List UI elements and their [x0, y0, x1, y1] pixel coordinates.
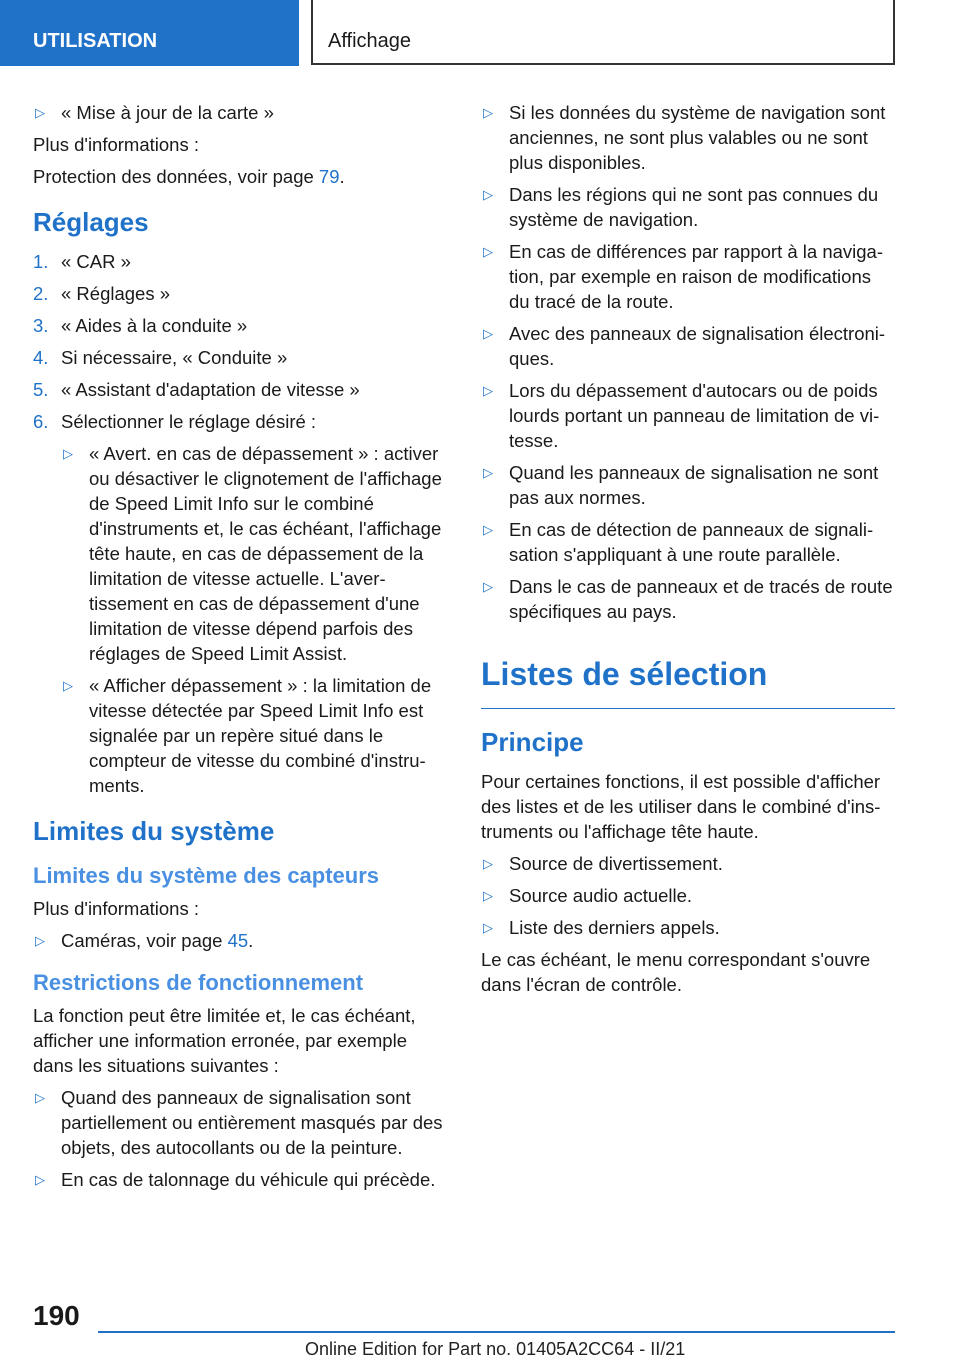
- step-item: 6. Sélectionner le réglage désiré : ▷ « Avert. en cas de dépassement » : activer ou désactiver le clignotement de l'affichage de Speed Limit Info sur le combiné d'instruments et, le cas échéant, l'affichage tête haute, en cas de dépassement de la limitation de vitesse actuelle. L'avertissement en cas de dépassement d'une limitation de vitesse dépend parfois des réglages de Speed Limit Assist. ▷ « Afficher dépassement » : la limitation de vitesse détectée par Speed Limit Info est signalée par un repère situé dans le compteur de vitesse du combiné d'instruments.: [33, 409, 451, 798]
- list-item: ▷ Quand des panneaux de signalisation sont partiellement ou entièrement masqués par des objets, des autocollants ou de la peinture.: [35, 1087, 443, 1158]
- settings-steps: [33, 249, 451, 798]
- chapter-header: [311, 0, 895, 65]
- list-item: ▷ Liste des derniers appels.: [483, 917, 720, 938]
- triangle-bullet-icon: ▷: [483, 244, 493, 259]
- list-item: ▷ En cas de talonnage du véhicule qui précède.: [35, 1169, 436, 1190]
- triangle-bullet-icon: ▷: [35, 933, 45, 948]
- list-item: ▷ Si les données du système de navigation sont anciennes, ne sont plus valables ou ne sont plus disponibles.: [483, 102, 886, 173]
- list-item: ▷ « Afficher dépassement » : la limitation de vitesse détectée par Speed Limit Info est signalée par un repère situé dans le compteur de vitesse du combiné d'instruments.: [63, 675, 432, 796]
- triangle-bullet-icon: ▷: [35, 1090, 45, 1105]
- triangle-bullet-icon: ▷: [63, 446, 73, 461]
- triangle-bullet-icon: ▷: [63, 678, 73, 693]
- list-item: ▷ Quand les panneaux de signalisation ne sont pas aux normes.: [483, 462, 879, 508]
- step-item: 1. « CAR »: [33, 251, 131, 272]
- triangle-bullet-icon: ▷: [483, 856, 493, 871]
- restrictions-intro: La fonction peut être limitée et, le cas échéant, afficher une information erronée, par exemple dans les situations suivantes :: [33, 1005, 416, 1076]
- principle-text: Pour certaines fonctions, il est possible d'afficher des listes et de les utiliser dans le combiné d'instruments ou l'affichage tête haute.: [481, 771, 881, 842]
- sensor-info-label: Plus d'informations :: [33, 898, 199, 919]
- section-tab: [0, 0, 299, 66]
- triangle-bullet-icon: ▷: [483, 888, 493, 903]
- list-item: ▷ « Avert. en cas de dépassement » : activer ou désactiver le clignotement de l'affichage de Speed Limit Info sur le combiné d'instruments et, le cas échéant, l'affichage tête haute, en cas de dépassement de la limitation de vitesse actuelle. L'avertissement en cas de dépassement d'une limitation de vitesse dépend parfois des réglages de Speed Limit Assist.: [63, 443, 442, 664]
- option-list: [61, 441, 451, 798]
- page-number: 190: [33, 1300, 80, 1331]
- right-column: [481, 100, 895, 1004]
- triangle-bullet-icon: ▷: [35, 105, 45, 120]
- triangle-bullet-icon: ▷: [483, 326, 493, 341]
- list-item: ▷ Lors du dépassement d'autocars ou de poids lourds portant un panneau de limitation de vitesse.: [483, 380, 880, 451]
- page-link-45[interactable]: 45: [227, 930, 249, 951]
- list-item: ▷ Dans le cas de panneaux et de tracés de route spécifiques au pays.: [483, 576, 893, 622]
- principle-heading: Principe: [481, 727, 584, 757]
- intro-list: [33, 100, 451, 125]
- settings-heading: Réglages: [33, 207, 149, 237]
- left-column: [33, 100, 451, 1199]
- step-item: 5. « Assistant d'adaptation de vitesse »: [33, 379, 360, 400]
- limits-heading: Limites du système: [33, 816, 275, 846]
- list-item: ▷ Avec des panneaux de signalisation électroniques.: [483, 323, 886, 369]
- restrictions-list-continued: [481, 100, 895, 624]
- list-item: ▷ Source audio actuelle.: [483, 885, 693, 906]
- page-link-79[interactable]: 79: [318, 166, 340, 187]
- triangle-bullet-icon: ▷: [483, 105, 493, 120]
- restrictions-heading: Restrictions de fonctionnement: [33, 970, 364, 995]
- edition-footer: Online Edition for Part no. 01405A2CC64 - II/21: [305, 1339, 686, 1359]
- restrictions-list: [33, 1085, 451, 1192]
- step-item: 3. « Aides à la conduite »: [33, 315, 248, 336]
- triangle-bullet-icon: ▷: [483, 522, 493, 537]
- list-item: ▷ Source de divertissement.: [483, 853, 723, 874]
- list-item: ▷ En cas de détection de panneaux de signalisation s'appliquant à une route parallèle.: [483, 519, 874, 565]
- section-label: UTILISATION: [33, 30, 158, 52]
- list-item: ▷ « Mise à jour de la carte »: [35, 102, 274, 123]
- list-item: ▷ Dans les régions qui ne sont pas connues du système de navigation.: [483, 184, 879, 230]
- triangle-bullet-icon: ▷: [483, 383, 493, 398]
- chapter-label: Affichage: [328, 30, 412, 52]
- list-item: ▷ Caméras, voir page 45.: [35, 930, 254, 951]
- triangle-bullet-icon: ▷: [483, 920, 493, 935]
- principle-list: [481, 851, 895, 940]
- footer-divider: [98, 1331, 895, 1333]
- triangle-bullet-icon: ▷: [483, 187, 493, 202]
- selection-lists-heading: Listes de sélection: [481, 654, 895, 709]
- info-label: Plus d'informations :: [33, 134, 199, 155]
- closing-text: Le cas échéant, le menu correspondant s'ouvre dans l'écran de contrôle.: [481, 949, 871, 995]
- triangle-bullet-icon: ▷: [483, 579, 493, 594]
- camera-list: [33, 928, 451, 953]
- privacy-reference: Protection des données, voir page 79.: [33, 166, 345, 187]
- sensor-limits-heading: Limites du système des capteurs: [33, 863, 380, 888]
- triangle-bullet-icon: ▷: [35, 1172, 45, 1187]
- list-item: ▷ En cas de différences par rapport à la navigation, par exemple en raison de modifications du tracé de la route.: [483, 241, 884, 312]
- step-item: 2. « Réglages »: [33, 283, 171, 304]
- triangle-bullet-icon: ▷: [483, 465, 493, 480]
- step-item: 4. Si nécessaire, « Conduite »: [33, 347, 288, 368]
